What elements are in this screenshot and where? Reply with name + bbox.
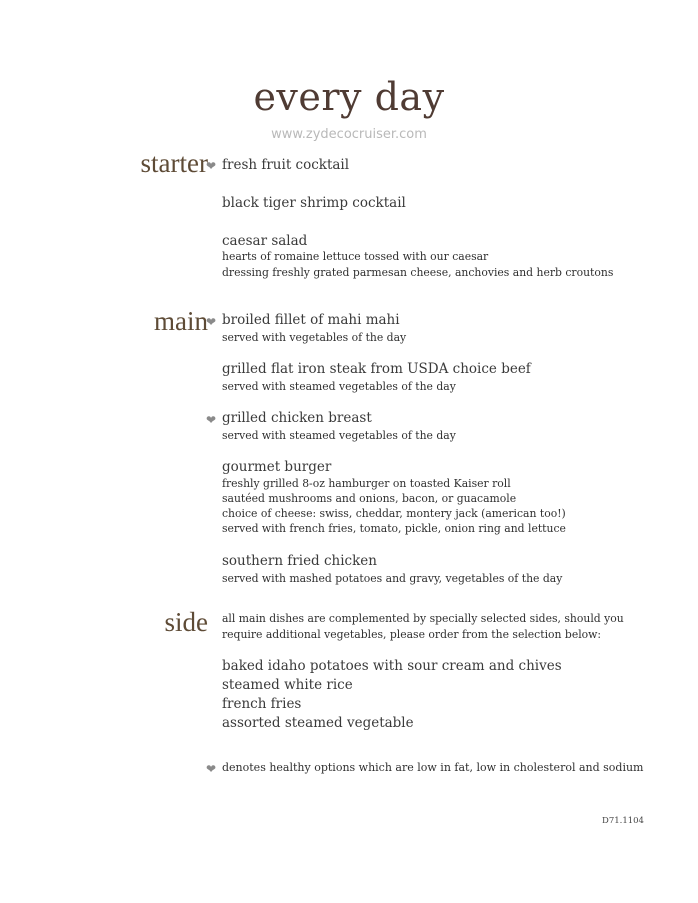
- watermark-url: www.zydecocruiser.com: [271, 127, 427, 142]
- menu-item-description: dressing freshly grated parmesan cheese, anchovies and herb croutons: [222, 266, 614, 279]
- menu-item-description: served with french fries, tomato, pickle, onion ring and lettuce: [222, 522, 566, 535]
- side-item: assorted steamed vegetable: [222, 715, 414, 731]
- section-heading-main: main: [154, 306, 208, 336]
- menu-item-description: served with steamed vegetables of the day: [222, 380, 456, 393]
- menu-item-caesar-salad: caesar salad: [222, 233, 308, 249]
- side-item: french fries: [222, 696, 302, 712]
- heart-icon: ❤: [206, 762, 217, 776]
- page-title: every day: [253, 75, 445, 119]
- menu-item-description: served with vegetables of the day: [222, 331, 407, 344]
- side-intro-text: require additional vegetables, please order from the selection below:: [222, 628, 602, 641]
- menu-item-description: hearts of romaine lettuce tossed with our caesar: [222, 250, 489, 263]
- healthy-options-footnote: denotes healthy options which are low in fat, low in cholesterol and sodium: [222, 761, 644, 774]
- side-intro-text: all main dishes are complemented by specially selected sides, should you: [222, 612, 624, 625]
- menu-item-mahi-mahi: broiled fillet of mahi mahi: [222, 312, 400, 328]
- side-item: baked idaho potatoes with sour cream and chives: [222, 658, 562, 674]
- menu-item-gourmet-burger: gourmet burger: [222, 459, 332, 475]
- menu-item-flat-iron-steak: grilled flat iron steak from USDA choice beef: [222, 361, 531, 377]
- menu-item-southern-fried-chicken: southern fried chicken: [222, 553, 377, 569]
- heart-icon: ❤: [206, 159, 217, 173]
- menu-item-black-tiger-shrimp: black tiger shrimp cocktail: [222, 195, 406, 211]
- menu-item-fresh-fruit-cocktail: fresh fruit cocktail: [222, 157, 350, 173]
- section-heading-side: side: [164, 607, 208, 637]
- side-item: steamed white rice: [222, 677, 353, 693]
- heart-icon: ❤: [206, 315, 217, 329]
- document-code: D71.1104: [602, 816, 644, 826]
- section-heading-starter: starter: [140, 148, 208, 178]
- menu-item-description: served with mashed potatoes and gravy, vegetables of the day: [222, 572, 563, 585]
- menu-item-description: sautéed mushrooms and onions, bacon, or guacamole: [222, 492, 517, 505]
- menu-item-description: served with steamed vegetables of the day: [222, 429, 456, 442]
- menu-item-grilled-chicken-breast: grilled chicken breast: [222, 410, 372, 426]
- menu-item-description: choice of cheese: swiss, cheddar, montery jack (american too!): [222, 507, 566, 520]
- heart-icon: ❤: [206, 413, 217, 427]
- menu-item-description: freshly grilled 8-oz hamburger on toasted Kaiser roll: [222, 477, 511, 490]
